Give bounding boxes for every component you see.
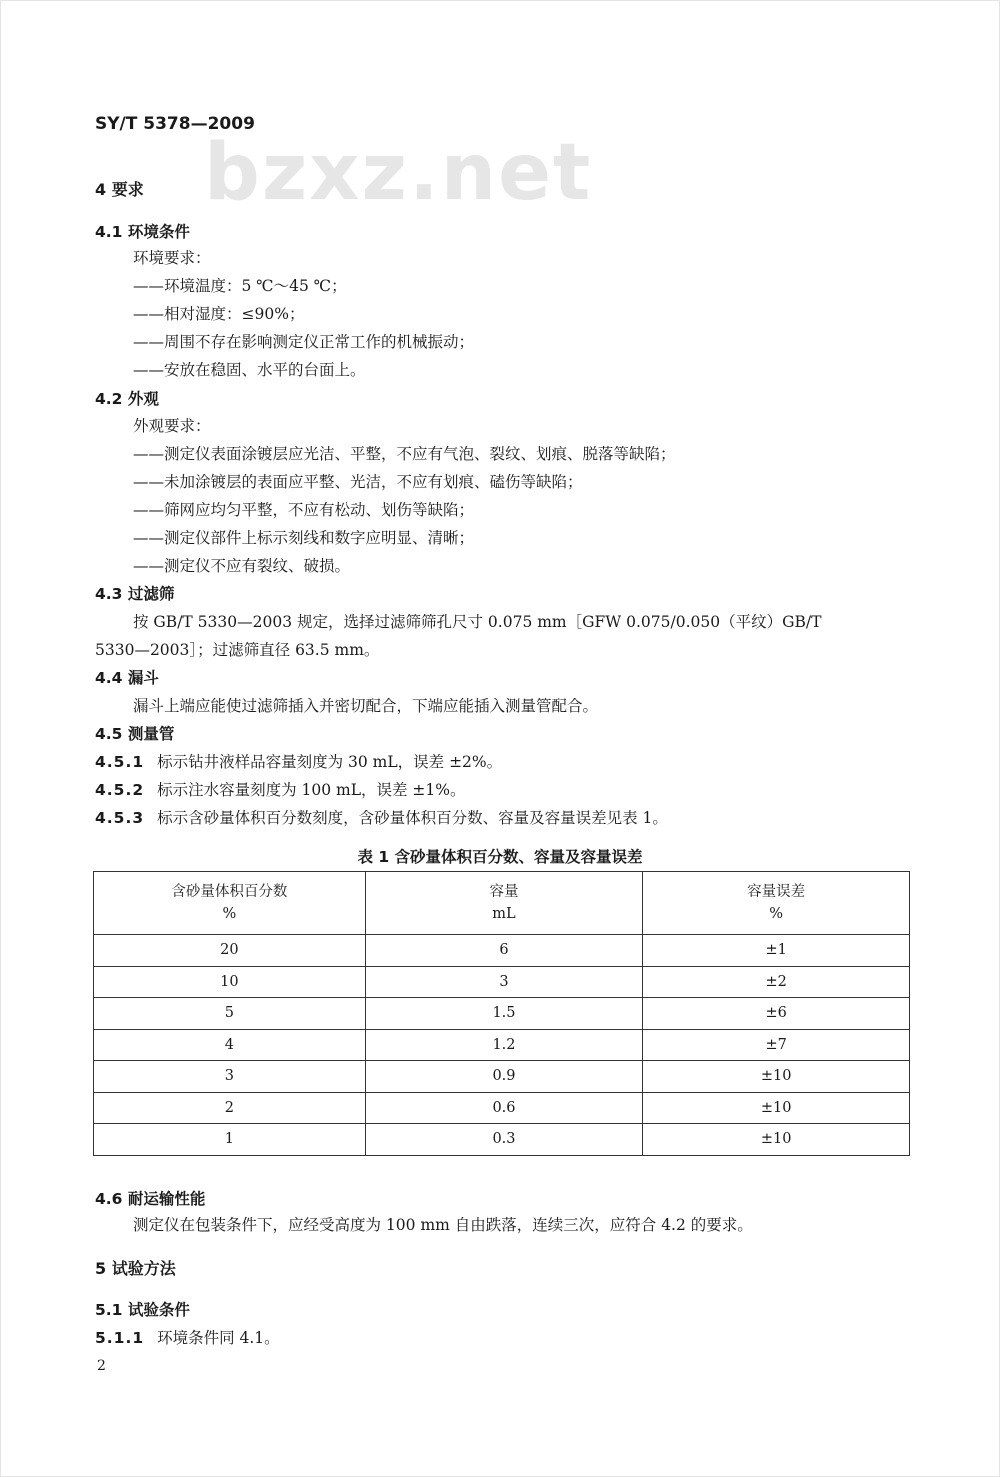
table-cell: 5: [94, 998, 366, 1030]
table-cell: ±2: [643, 966, 910, 998]
section-4-3-line1: 按 GB/T 5330—2003 规定，选择过滤筛筛孔尺寸 0.075 mm［GFW 0.075/0.050（平纹）GB/T: [133, 613, 822, 631]
clause-4-5-2: [95, 778, 466, 800]
watermark: bzxz.net: [204, 128, 593, 218]
list-item: ——相对湿度：≤90%；: [133, 305, 305, 323]
clause-text: 环境条件同 4.1。: [157, 1329, 280, 1347]
list-item: ——测定仪表面涂镀层应光洁、平整，不应有气泡、裂纹、划痕、脱落等缺陷；: [133, 445, 676, 463]
section-4-title: 4 要求: [95, 180, 144, 199]
clause-text: 标示注水容量刻度为 100 mL，误差 ±1%。: [157, 781, 466, 799]
table-cell: 0.3: [365, 1124, 643, 1156]
section-4-3-line2: 5330—2003］；过滤筛直径 63.5 mm。: [95, 641, 380, 659]
table-cell: 20: [94, 935, 366, 967]
table-row: [94, 966, 910, 998]
table-cell: 10: [94, 966, 366, 998]
table-cell: 1.2: [365, 1029, 643, 1061]
clause-text: 标示含砂量体积百分数刻度，含砂量体积百分数、容量及容量误差见表 1。: [157, 809, 668, 827]
section-4-5-title: 4.5 测量管: [95, 725, 175, 743]
table-row: [94, 1029, 910, 1061]
data-table: [93, 871, 910, 1156]
list-item: ——筛网应均匀平整，不应有松动、划伤等缺陷；: [133, 501, 475, 519]
section-4-1-title: 4.1 环境条件: [95, 223, 190, 241]
table-cell: 4: [94, 1029, 366, 1061]
header-unit: mL: [492, 906, 516, 922]
table-row: [94, 935, 910, 967]
section-4-4-title: 4.4 漏斗: [95, 669, 159, 687]
list-item: ——测定仪不应有裂纹、破损。: [133, 557, 351, 575]
header-unit: %: [769, 906, 784, 922]
list-item: ——测定仪部件上标示刻线和数字应明显、清晰；: [133, 529, 475, 547]
table-row: [94, 1124, 910, 1156]
table-cell: ±1: [643, 935, 910, 967]
clause-number: 4.5.3: [95, 809, 145, 827]
section-5-1-title: 5.1 试验条件: [95, 1301, 190, 1319]
table-cell: 1: [94, 1124, 366, 1156]
list-item: ——环境温度：5 ℃～45 ℃；: [133, 277, 347, 295]
header-name: 容量: [489, 884, 519, 900]
table-row: [94, 998, 910, 1030]
section-4-2-title: 4.2 外观: [95, 390, 159, 408]
table-row: [94, 1092, 910, 1124]
table-cell: 3: [365, 966, 643, 998]
section-4-6-title: 4.6 耐运输性能: [95, 1190, 206, 1208]
table-cell: 0.6: [365, 1092, 643, 1124]
section-4-3-title: 4.3 过滤筛: [95, 585, 175, 603]
list-item: ——未加涂镀层的表面应平整、光洁，不应有划痕、磕伤等缺陷；: [133, 473, 583, 491]
header-unit: %: [222, 906, 237, 922]
section-5-title: 5 试验方法: [95, 1259, 176, 1278]
table-header-cell: [643, 872, 910, 935]
header-name: 容量误差: [747, 884, 806, 900]
clause-number: 4.5.2: [95, 781, 145, 799]
clause-number: 5.1.1: [95, 1329, 145, 1347]
table-cell: 2: [94, 1092, 366, 1124]
list-item: ——安放在稳固、水平的台面上。: [133, 361, 366, 379]
table-cell: 1.5: [365, 998, 643, 1030]
header-name: 含砂量体积百分数: [171, 884, 288, 900]
clause-text: 标示钻井液样品容量刻度为 30 mL，误差 ±2%。: [157, 753, 503, 771]
table-cell: ±10: [643, 1092, 910, 1124]
standard-id: SY/T 5378—2009: [95, 114, 255, 134]
page-number: 2: [97, 1358, 106, 1374]
table-row: [94, 1061, 910, 1093]
table-header-cell: [94, 872, 366, 935]
clause-number: 4.5.1: [95, 753, 145, 771]
section-4-2-intro: 外观要求：: [133, 417, 211, 435]
clause-4-5-1: [95, 750, 502, 772]
section-4-6-text: 测定仪在包装条件下，应经受高度为 100 mm 自由跌落，连续三次，应符合 4.2 的要求。: [133, 1216, 753, 1234]
table-cell: ±10: [643, 1124, 910, 1156]
clause-5-1-1: [95, 1326, 280, 1348]
table-cell: 0.9: [365, 1061, 643, 1093]
table-cell: ±6: [643, 998, 910, 1030]
list-item: ——周围不存在影响测定仪正常工作的机械振动；: [133, 333, 475, 351]
table-cell: ±7: [643, 1029, 910, 1061]
section-4-1-intro: 环境要求：: [133, 249, 211, 267]
table-cell: 3: [94, 1061, 366, 1093]
table-header-row: [94, 872, 910, 935]
section-4-4-text: 漏斗上端应能使过滤筛插入并密切配合，下端应能插入测量管配合。: [133, 697, 599, 715]
clause-4-5-3: [95, 806, 668, 828]
table-caption: 表 1 含砂量体积百分数、容量及容量误差: [357, 848, 643, 866]
table-cell: 6: [365, 935, 643, 967]
table-header-cell: [365, 872, 643, 935]
table-cell: ±10: [643, 1061, 910, 1093]
